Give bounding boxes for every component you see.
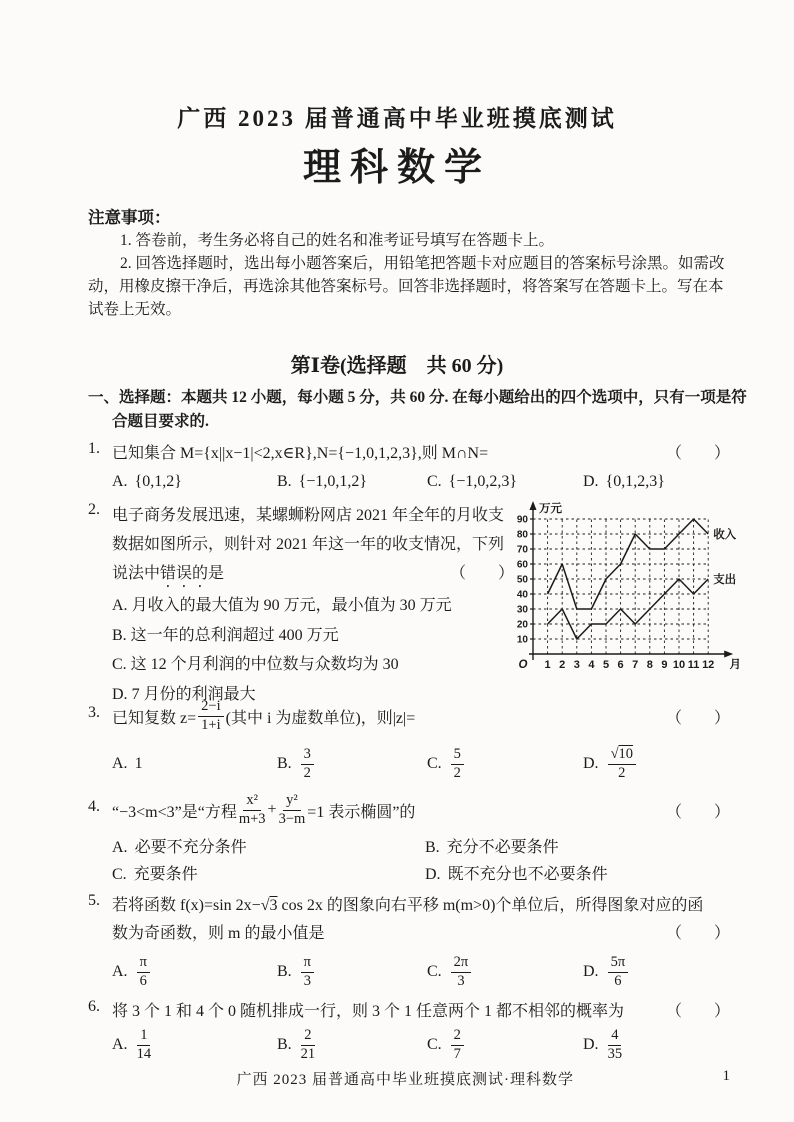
question-6-text: 将 3 个 1 和 4 个 0 随机排成一行，则 3 个 1 任意两个 1 都不相邻的概率为 <box>112 1003 625 1020</box>
option-b <box>277 747 427 781</box>
svg-text:5: 5 <box>602 659 610 671</box>
option-text: {0,1,2,3} <box>605 473 665 490</box>
svg-text:8: 8 <box>646 659 653 671</box>
fraction <box>239 793 266 827</box>
option-text: 必要不充分条件 <box>134 839 247 856</box>
question-2-line-1: 电子商务发展迅速，某螺蛳粉网店 2021 年全年的月收支 <box>112 507 505 524</box>
svg-text:50: 50 <box>516 574 528 586</box>
notice-heading: 注意事项： <box>88 208 171 227</box>
question-1-options <box>88 473 730 491</box>
option-label: B. <box>112 626 127 644</box>
fraction <box>451 955 472 989</box>
option-b <box>277 955 427 989</box>
option-c <box>427 955 583 989</box>
question-4 <box>88 786 730 888</box>
answer-bracket: （ ） <box>665 1003 730 1020</box>
option-c <box>112 861 425 888</box>
section-1-title: 第Ⅰ卷(选择题 共 60 分) <box>290 355 504 377</box>
question-4-text: =1 表示椭圆”的 <box>307 803 416 821</box>
option-c <box>427 1028 583 1062</box>
notice-item-2-line-2: 动，用橡皮擦干净后，再选涂其他答案标号。回答非选择题时，将答案写在答题卡上。写在本 <box>88 278 724 295</box>
answer-bracket: （ ） <box>449 565 514 582</box>
svg-text:1: 1 <box>544 659 551 671</box>
option-label: D. <box>425 866 441 883</box>
option-label: B. <box>277 963 292 980</box>
svg-text:7: 7 <box>632 659 639 671</box>
option-label: B. <box>425 839 440 856</box>
option-text: 1 <box>134 755 143 772</box>
chart-svg <box>505 497 755 675</box>
question-2-text: 说法中 <box>112 565 161 582</box>
fraction-numerator: 2 <box>301 1028 314 1046</box>
instructions-line-1: 一、选择题：本题共 12 小题，每小题 5 分，共 60 分. 在每小题给出的四个选项中，只有一项是符 <box>88 389 747 406</box>
fraction-numerator: x² <box>243 793 261 811</box>
option-label: D. <box>583 755 599 772</box>
question-1-number: 1. <box>88 440 100 457</box>
question-2-line-2: 数据如图所示，则针对 2021 年这一年的收支情况，下列 <box>112 536 505 553</box>
option-label: A. <box>112 1036 128 1053</box>
question-2-text: 是 <box>208 565 225 582</box>
option-d <box>583 747 730 781</box>
option-d <box>583 955 730 989</box>
fraction-numerator: 5 <box>451 747 464 765</box>
fraction-numerator: 5π <box>608 955 629 973</box>
svg-text:20: 20 <box>516 619 528 631</box>
option-label: D. <box>583 963 599 980</box>
svg-text:支出: 支出 <box>713 574 737 586</box>
option-label: A. <box>112 755 128 772</box>
svg-text:3: 3 <box>573 659 580 671</box>
monthly-income-expense-chart <box>505 497 755 675</box>
option-label: C. <box>112 866 127 883</box>
svg-text:2: 2 <box>559 659 566 671</box>
option-label: B. <box>277 755 292 772</box>
option-label: A. <box>112 473 128 490</box>
option-c <box>427 473 583 491</box>
option-label: D. <box>583 473 599 490</box>
sqrt-sign: √ <box>610 745 619 762</box>
answer-bracket: （ ） <box>665 445 730 462</box>
fraction <box>301 1028 316 1062</box>
question-5-text: 若将函数 f(x)=sin 2x− <box>112 897 261 914</box>
fraction-denominator: 3 <box>457 973 465 989</box>
fraction <box>608 955 629 989</box>
question-2-emphasized-text: 错误的 <box>160 565 209 582</box>
svg-text:40: 40 <box>516 589 528 601</box>
svg-text:月: 月 <box>729 659 741 671</box>
option-label: C. <box>112 656 127 673</box>
question-3-number: 3. <box>88 704 100 721</box>
svg-text:12: 12 <box>702 659 715 671</box>
fraction-denominator: 2 <box>453 765 461 781</box>
fraction-numerator: 1 <box>137 1028 150 1046</box>
question-5-text: cos 2x 的图象向右平移 m(m>0)个单位后，所得图象对应的函 <box>277 897 704 914</box>
fraction-denominator: 3 <box>303 973 311 989</box>
footer-text: 广西 2023 届普通高中毕业班摸底测试·理科数学 <box>236 1072 574 1088</box>
question-4-text: “−3<m<3”是“方程 <box>112 803 237 821</box>
fraction-denominator: 21 <box>300 1046 316 1062</box>
option-label: C. <box>427 473 442 490</box>
option-d <box>583 1028 730 1062</box>
fraction-denominator: 3−m <box>278 811 306 827</box>
option-label: A. <box>112 963 128 980</box>
option-a <box>112 755 277 773</box>
option-label: D. <box>583 1036 599 1053</box>
option-label: C. <box>427 755 442 772</box>
svg-text:6: 6 <box>617 659 624 671</box>
fraction-denominator: 2 <box>303 765 311 781</box>
option-b <box>277 1028 427 1062</box>
fraction-denominator: 6 <box>139 973 147 989</box>
fraction <box>608 747 636 781</box>
fraction-numerator: 3 <box>301 747 314 765</box>
option-text: 充要条件 <box>133 866 198 883</box>
notice-section <box>88 206 736 321</box>
fraction-numerator: 2−i <box>198 699 223 717</box>
svg-text:70: 70 <box>516 544 528 556</box>
fraction-denominator: 7 <box>453 1046 461 1062</box>
fraction-numerator: π <box>137 955 150 973</box>
question-4-options-row-1 <box>88 834 730 861</box>
fraction-numerator: 4 <box>608 1028 621 1046</box>
option-a <box>112 473 277 491</box>
option-text: 充分不必要条件 <box>446 839 559 856</box>
option-a <box>112 1028 277 1062</box>
fraction <box>608 1028 623 1062</box>
fraction <box>137 955 150 989</box>
option-b <box>425 834 559 861</box>
question-2-number: 2. <box>88 501 100 518</box>
question-1-text: 已知集合 M={x||x−1|<2,x∈R},N={−1,0,1,2,3},则 M∩N= <box>112 445 489 462</box>
question-4-number: 4. <box>88 798 100 815</box>
page-number: 1 <box>722 1068 730 1084</box>
answer-bracket: （ ） <box>665 709 730 727</box>
option-label: C. <box>427 963 442 980</box>
option-c <box>427 747 583 781</box>
option-text: {−1,0,1,2} <box>298 473 368 490</box>
question-3 <box>88 694 730 786</box>
fraction-denominator: 6 <box>614 973 622 989</box>
subject-title: 理科数学 <box>302 147 491 189</box>
option-d <box>583 473 730 491</box>
fraction-numerator <box>608 747 636 765</box>
option-b <box>277 473 427 491</box>
fraction <box>301 955 314 989</box>
option-text: 既不充分也不必要条件 <box>447 866 608 883</box>
svg-text:9: 9 <box>661 659 668 671</box>
sqrt-radicand: 10 <box>618 745 634 762</box>
option-a <box>112 955 277 989</box>
option-text: 这一年的总利润超过 400 万元 <box>130 626 339 644</box>
svg-text:11: 11 <box>687 659 700 671</box>
notice-item-1: 1. 答卷前，考生务必将自己的姓名和准考证号填写在答题卡上。 <box>120 232 555 249</box>
fraction-denominator: 35 <box>607 1046 623 1062</box>
fraction-denominator: 2 <box>618 765 626 781</box>
question-5-options <box>88 950 730 994</box>
svg-text:80: 80 <box>516 529 528 541</box>
fraction-denominator: m+3 <box>238 811 266 827</box>
svg-text:万元: 万元 <box>539 503 562 515</box>
fraction-denominator: 1+i <box>201 717 221 733</box>
question-6 <box>88 998 730 1067</box>
sqrt-radicand: 3 <box>269 897 278 914</box>
option-label: B. <box>277 473 292 490</box>
svg-text:4: 4 <box>588 659 595 671</box>
option-text: {0,1,2} <box>134 473 182 490</box>
fraction-numerator: π <box>301 955 314 973</box>
question-5 <box>88 892 730 994</box>
fraction <box>137 1028 152 1062</box>
question-6-options <box>88 1023 730 1067</box>
svg-text:60: 60 <box>516 559 528 571</box>
option-b <box>112 621 514 651</box>
question-5-line-2 <box>88 920 730 948</box>
option-text: 这 12 个月利润的中位数与众数均为 30 <box>130 656 399 673</box>
notice-item-2-line-3: 试卷上无效。 <box>88 301 182 318</box>
option-label: A. <box>112 597 128 614</box>
question-6-number: 6. <box>88 998 100 1015</box>
question-5-line-1 <box>88 892 730 920</box>
plus-sign: + <box>267 801 277 818</box>
svg-text:30: 30 <box>516 604 528 616</box>
question-4-options-row-2 <box>88 861 730 888</box>
fraction-denominator: 14 <box>136 1046 152 1062</box>
svg-text:收入: 收入 <box>713 529 737 541</box>
option-label: D. <box>112 685 128 703</box>
option-d <box>425 861 608 888</box>
fraction-numerator: 2π <box>451 955 472 973</box>
option-c <box>112 650 514 680</box>
question-2-line-3 <box>112 559 514 591</box>
option-label: A. <box>112 839 128 856</box>
fraction <box>451 1028 464 1062</box>
fraction <box>301 747 314 781</box>
svg-text:90: 90 <box>516 514 528 526</box>
question-3-text: (其中 i 为虚数单位)，则|z|= <box>225 709 416 727</box>
fraction <box>279 793 306 827</box>
answer-bracket: （ ） <box>665 803 730 821</box>
fraction-numerator: y² <box>283 793 301 811</box>
option-text: 7 月份的利润最大 <box>131 685 256 703</box>
svg-text:O: O <box>518 659 528 671</box>
fraction <box>451 747 464 781</box>
selection-instructions <box>88 386 748 434</box>
sqrt-sign: √ <box>260 897 270 914</box>
exam-title: 广西 2023 届普通高中毕业班摸底测试 <box>177 106 617 131</box>
question-3-options <box>88 742 730 786</box>
answer-bracket: （ ） <box>665 925 730 942</box>
option-a <box>112 591 514 621</box>
question-1 <box>88 440 730 491</box>
option-a <box>112 834 425 861</box>
question-5-text: 数为奇函数，则 m 的最小值是 <box>112 925 325 942</box>
svg-text:10: 10 <box>516 634 528 646</box>
option-label: C. <box>427 1036 442 1053</box>
option-text: {−1,0,2,3} <box>448 473 518 490</box>
notice-item-2-line-1: 2. 回答选择题时，选出每小题答案后，用铅笔把答题卡对应题目的答案标号涂黑。如需改 <box>120 255 725 272</box>
fraction <box>198 699 223 733</box>
page-footer <box>88 1068 730 1089</box>
question-5-number: 5. <box>88 892 100 909</box>
question-3-text: 已知复数 z= <box>112 709 197 727</box>
option-text: 月收入的最大值为 90 万元，最小值为 30 万元 <box>131 597 452 614</box>
option-label: B. <box>277 1036 292 1053</box>
fraction-numerator: 2 <box>451 1028 464 1046</box>
instructions-line-2: 合题目要求的. <box>112 413 209 430</box>
svg-text:10: 10 <box>672 659 686 671</box>
